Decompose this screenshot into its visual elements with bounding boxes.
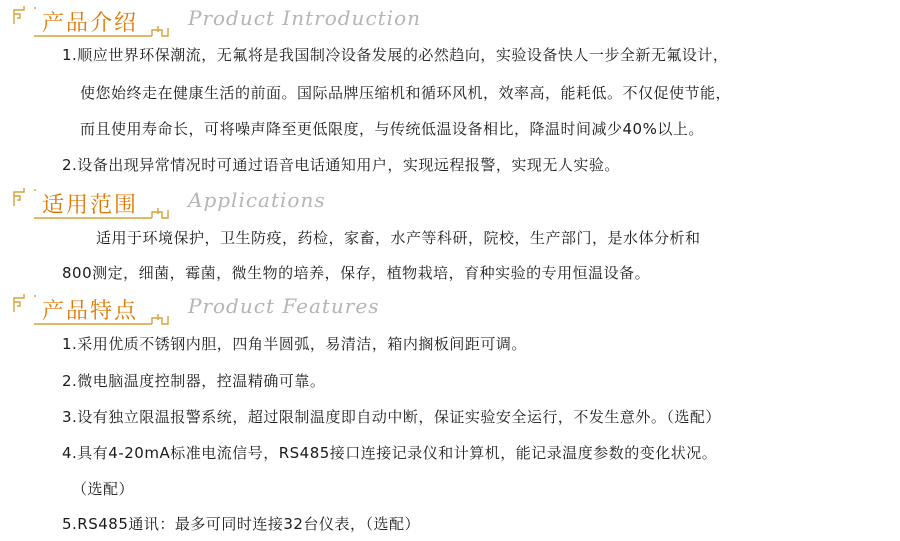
section-subtitle: Product Introduction bbox=[188, 6, 421, 30]
intro-line-1: 1.顺应世界环保潮流，无氟将是我国制冷设备发展的必然趋向，实验设备快人一步全新无氟设计， bbox=[62, 46, 729, 64]
intro-line-4: 2.设备出现异常情况时可通过语音电话通知用户，实现远程报警，实现无人实验。 bbox=[62, 156, 620, 174]
title-frame bbox=[12, 186, 172, 218]
section-subtitle: Applications bbox=[188, 188, 326, 212]
section-header-applications bbox=[6, 182, 526, 222]
title-frame bbox=[12, 292, 172, 324]
section-subtitle: Product Features bbox=[188, 294, 380, 318]
intro-line-3: 而且使用寿命长，可将噪声降至更低限度，与传统低温设备相比，降温时间减少40%以上。 bbox=[80, 120, 704, 138]
features-line-1: 1.采用优质不锈钢内胆，四角半圆弧，易清洁，箱内搁板间距可调。 bbox=[62, 335, 527, 353]
features-line-6: 5.RS485通讯：最多可同时连接32台仪表，（选配） bbox=[62, 515, 420, 533]
features-line-3: 3.设有独立限温报警系统，超过限制温度即自动中断，保证实验安全运行，不发生意外。（选配） bbox=[62, 408, 721, 426]
section-title: 产品介绍 bbox=[42, 11, 139, 36]
intro-line-2: 使您始终走在健康生活的前面。国际品牌压缩机和循环风机，效率高，能耗低。不仅促使节能， bbox=[80, 84, 732, 102]
title-frame bbox=[12, 4, 172, 36]
applications-line-2: 800测定，细菌，霉菌，微生物的培养，保存，植物栽培，育种实验的专用恒温设备。 bbox=[62, 264, 651, 282]
section-header-intro bbox=[6, 0, 526, 40]
section-title: 适用范围 bbox=[42, 193, 139, 218]
features-line-4: 4.具有4-20mA标准电流信号，RS485接口连接记录仪和计算机，能记录温度参数的变化状况。 bbox=[62, 444, 718, 462]
applications-line-1: 适用于环境保护，卫生防疫，药检，家畜，水产等科研，院校，生产部门，是水体分析和 bbox=[96, 229, 701, 247]
section-header-features bbox=[6, 288, 526, 328]
features-line-2: 2.微电脑温度控制器，控温精确可靠。 bbox=[62, 372, 326, 390]
features-line-5: （选配） bbox=[72, 480, 135, 498]
section-title: 产品特点 bbox=[42, 299, 139, 324]
